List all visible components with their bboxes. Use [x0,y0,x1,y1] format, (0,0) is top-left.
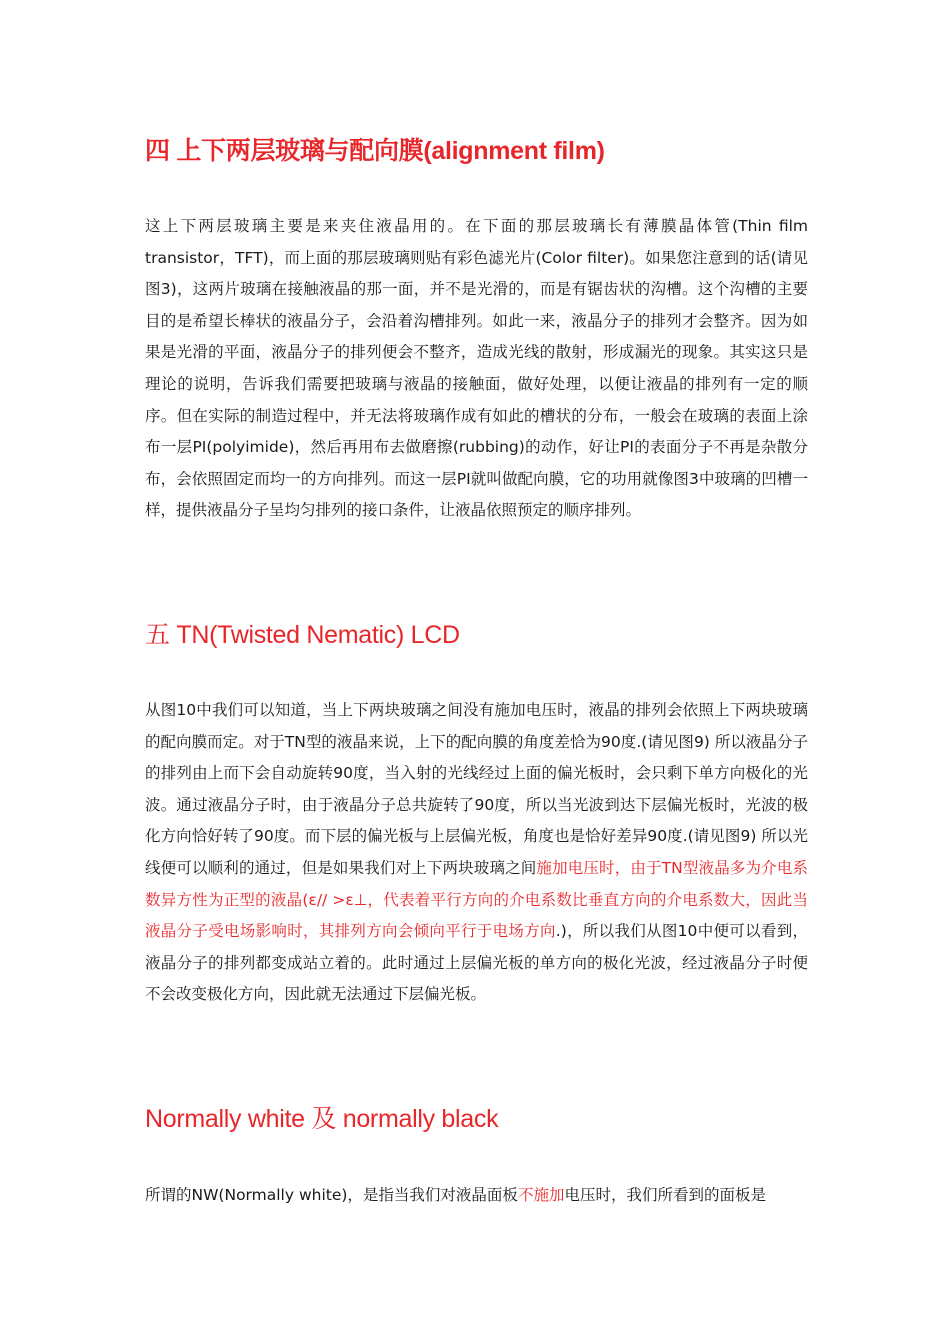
paragraph-tn-lcd-text-2: .)，所以我们从图10中便可以看到，液晶分子的排列都变成站立着的。此时通过上层偏光板的单方向的极化光波，经过液晶分子时便不会改变极化方向，因此就无法通过下层偏光板。 [145,922,808,1004]
paragraph-tn-lcd-text-1: 从图10中我们可以知道，当上下两块玻璃之间没有施加电压时，液晶的排列会依照上下两块玻璃的配向膜而定。对于TN型的液晶来说，上下的配向膜的角度差恰为90度.(请见图9) 所以液晶分子的排列由上而下会自动旋转90度，当入射的光线经过上面的偏光板时，会只剩下单方向极化的光波。通过液晶分子时，由于液晶分子总共旋转了90度，所以当光波到达下层偏光板时，光波的极化方向恰好转了90度。而下层的偏光板与上层偏光板，角度也是恰好差异90度.(请见图9) 所以光线便可以顺利的通过，但是如果我们对上下两块玻璃之间 [145,701,808,877]
section-heading-alignment-film: 四 上下两层玻璃与配向膜(alignment film) [145,137,605,165]
paragraph-normally-white-text-2: 电压时，我们所看到的面板是 [564,1186,766,1204]
section-heading-normally-white-black: Normally white 及 normally black [145,1105,499,1133]
paragraph-tn-lcd-highlight: 施加电压时，由于TN型液晶多为介电系数异方性为正型的液晶(ε// >ε⊥，代表着平行方向的介电系数比垂直方向的介电系数大，因此当液晶分子受电场影响时，其排列方向会倾向平行于电场方向 [145,858,808,941]
paragraph-normally-white [145,1180,808,1212]
paragraph-tn-lcd [145,695,808,1011]
paragraph-normally-white-text-1: 所谓的NW(Normally white)，是指当我们对液晶面板 [145,1186,518,1204]
paragraph-alignment-film: 这上下两层玻璃主要是来夹住液晶用的。在下面的那层玻璃长有薄膜晶体管(Thin film transistor，TFT)，而上面的那层玻璃则贴有彩色滤光片(Color filter)。如果您注意到的话(请见图3)，这两片玻璃在接触液晶的那一面，并不是光滑的，而是有锯齿状的沟槽。这个沟槽的主要目的是希望长棒状的液晶分子，会沿着沟槽排列。如此一来，液晶分子的排列才会整齐。因为如果是光滑的平面，液晶分子的排列便会不整齐，造成光线的散射，形成漏光的现象。其实这只是理论的说明，告诉我们需要把玻璃与液晶的接触面，做好处理，以便让液晶的排列有一定的顺序。但在实际的制造过程中，并无法将玻璃作成有如此的槽状的分布，一般会在玻璃的表面上涂布一层PI(polyimide)，然后再用布去做磨擦(rubbing)的动作，好让PI的表面分子不再是杂散分布，会依照固定而均一的方向排列。而这一层PI就叫做配向膜，它的功用就像图3中玻璃的凹槽一样，提供液晶分子呈均匀排列的接口条件，让液晶依照预定的顺序排列。 [145,217,808,520]
paragraph-normally-white-highlight: 不施加 [517,1186,565,1204]
section-heading-tn-lcd: 五 TN(Twisted Nematic) LCD [145,621,460,649]
